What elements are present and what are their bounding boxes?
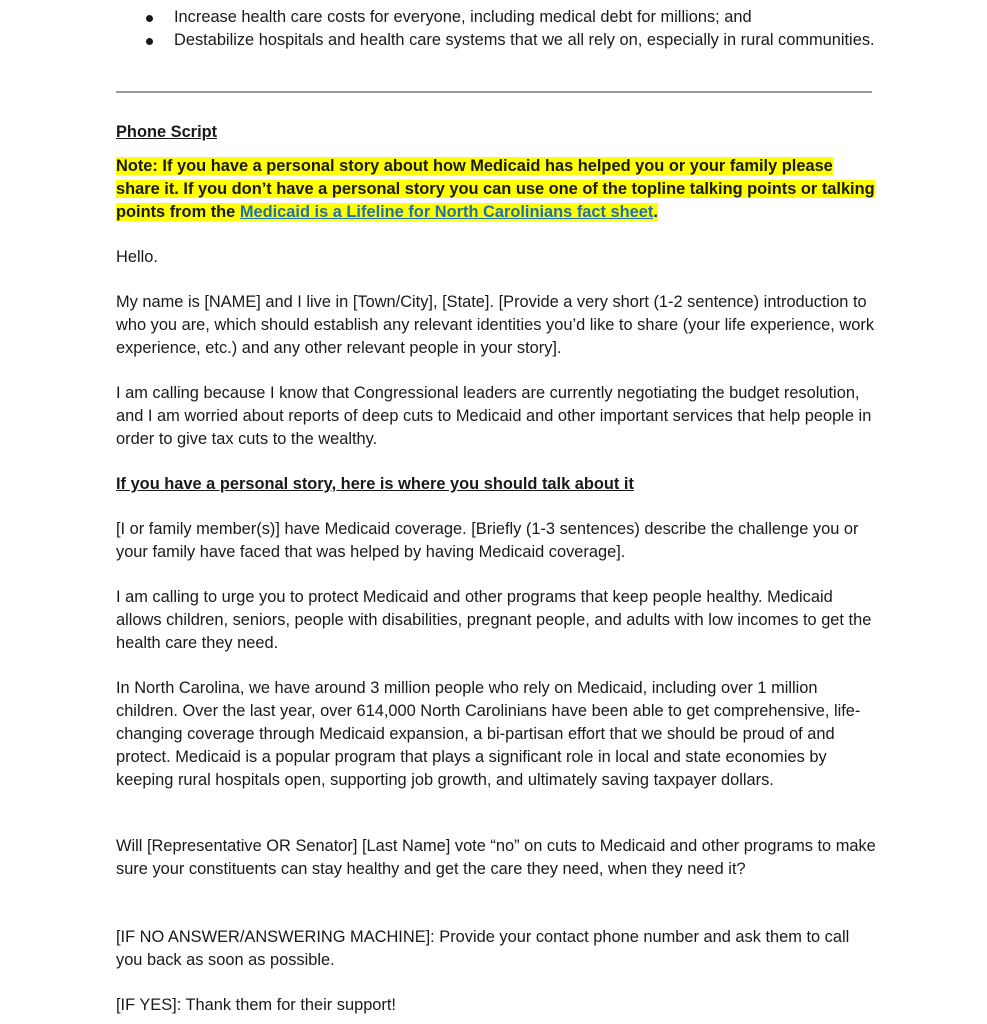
fact-sheet-link[interactable]: Medicaid is a Lifeline for North Carolinians fact sheet [239, 203, 654, 221]
nc-facts-paragraph: In North Carolina, we have around 3 million people who rely on Medicaid, including over 1 million children. Over the last year, over 614,000 North Carolinians have been able to get comprehensive, life-changing coverage through Medicaid expansion, a bi-partisan effort that we should be proud of and protect. Medicaid is a popular program that plays a significant role in local and state economies by keeping rural hospitals open, supporting job growth, and ultimately saving taxpayer dollars. [116, 679, 861, 789]
ask-paragraph: Will [Representative OR Senator] [Last Name] vote “no” on cuts to Medicaid and other programs to make sure your constituents can stay healthy and get the care they need, when they need it? [116, 837, 876, 878]
bullet-text: Increase health care costs for everyone, including medical debt for millions; and [174, 8, 752, 26]
horizontal-divider [116, 91, 872, 93]
bullet-dot-icon [146, 38, 153, 45]
bullet-item [116, 29, 876, 52]
note-paragraph [116, 155, 876, 224]
greeting-text: Hello. [116, 248, 158, 266]
story-paragraph: [I or family member(s)] have Medicaid coverage. [Briefly (1-3 sentences) describe the challenge you or your family have faced that was helped by having Medicaid coverage]. [116, 520, 859, 561]
urge-paragraph: I am calling to urge you to protect Medicaid and other programs that keep people healthy. Medicaid allows children, seniors, people with disabilities, pregnant people, and adults with low incomes to get the health care they need. [116, 588, 872, 652]
if-yes-paragraph: [IF YES]: Thank them for their support! [116, 996, 396, 1014]
bullet-text: Destabilize hospitals and health care systems that we all rely on, especially in rural communities. [174, 31, 875, 49]
note-end: . [653, 203, 658, 221]
bullet-dot-icon [146, 15, 153, 22]
intro-paragraph: My name is [NAME] and I live in [Town/City], [State]. [Provide a very short (1-2 sentence) introduction to who you are, which should establish any relevant identities you’d like to share (your life experience, work experience, etc.) and any other relevant people in your story]. [116, 293, 875, 357]
no-answer-paragraph: [IF NO ANSWER/ANSWERING MACHINE]: Provide your contact phone number and ask them to call you back as soon as possible. [116, 928, 850, 969]
story-heading: If you have a personal story, here is where you should talk about it [116, 475, 634, 493]
note-text: Note: If you have a personal story about how Medicaid has helped you or your family please share it. If you don’t have a personal story you can use one of the topline talking points or talking points from the [116, 157, 875, 221]
section-heading: Phone Script [116, 123, 218, 141]
bullet-list [116, 6, 876, 52]
calling-reason-paragraph: I am calling because I know that Congressional leaders are currently negotiating the budget resolution, and I am worried about reports of deep cuts to Medicaid and other important services that help people in order to give tax cuts to the wealthy. [116, 384, 872, 448]
bullet-item [116, 6, 876, 29]
